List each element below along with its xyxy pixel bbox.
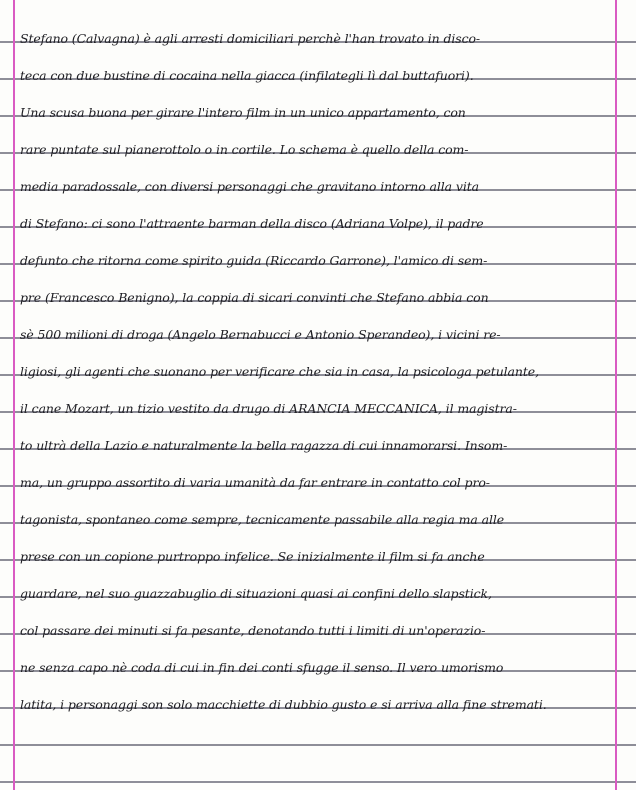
text-line: sè 500 milioni di droga (Angelo Bernabucci e Antonio Sperandeo), i vicini re-	[20, 327, 501, 342]
text-line: il cane Mozart, un tizio vestito da drugo di ARANCIA MECCANICA, il magistra-	[20, 401, 517, 416]
text-line: tagonista, spontaneo come sempre, tecnicamente passabile alla regia ma alle	[20, 512, 505, 527]
text-line: teca con due bustine di cocaina nella giacca (infilategli lì dal buttafuori).	[20, 68, 474, 83]
text-line: media paradossale, con diversi personaggi che gravitano intorno alla vita	[20, 179, 480, 194]
text-line: defunto che ritorna come spirito guida (Riccardo Garrone), l'amico di sem-	[20, 253, 488, 268]
text-line: ligiosi, gli agenti che suonano per verificare che sia in casa, la psicologa petulante,	[20, 364, 539, 379]
text-line: col passare dei minuti si fa pesante, denotando tutti i limiti di un'operazio-	[20, 623, 486, 638]
text-line: di Stefano: ci sono l'attraente barman della disco (Adriana Volpe), il padre	[20, 216, 484, 231]
text-line: guardare, nel suo guazzabuglio di situazioni quasi ai confini dello slapstick,	[20, 586, 492, 601]
text-line: to ultrà della Lazio e naturalmente la bella ragazza di cui innamorarsi. Insom-	[20, 438, 508, 453]
text-line: Una scusa buona per girare l'intero film in un unico appartamento, con	[20, 105, 466, 120]
text-line: rare puntate sul pianerottolo o in cortile. Lo schema è quello della com-	[20, 142, 469, 157]
left-margin-line	[13, 0, 15, 790]
text-line: pre (Francesco Benigno), la coppia di sicari convinti che Stefano abbia con	[20, 290, 489, 305]
text-line: ma, un gruppo assortito di varia umanità da far entrare in contatto col pro-	[20, 475, 490, 490]
text-line: latita, i personaggi son solo macchiette di dubbio gusto e si arriva alla fine stremati.	[20, 697, 547, 712]
text-line: prese con un copione purtroppo infelice. Se inizialmente il film si fa anche	[20, 549, 485, 564]
right-margin-line	[615, 0, 617, 790]
handwritten-text	[20, 20, 612, 723]
text-line: Stefano (Calvagna) è agli arresti domiciliari perchè l'han trovato in disco-	[20, 31, 481, 46]
text-line: ne senza capo nè coda di cui in fin dei conti sfugge il senso. Il vero umorismo	[20, 660, 504, 675]
